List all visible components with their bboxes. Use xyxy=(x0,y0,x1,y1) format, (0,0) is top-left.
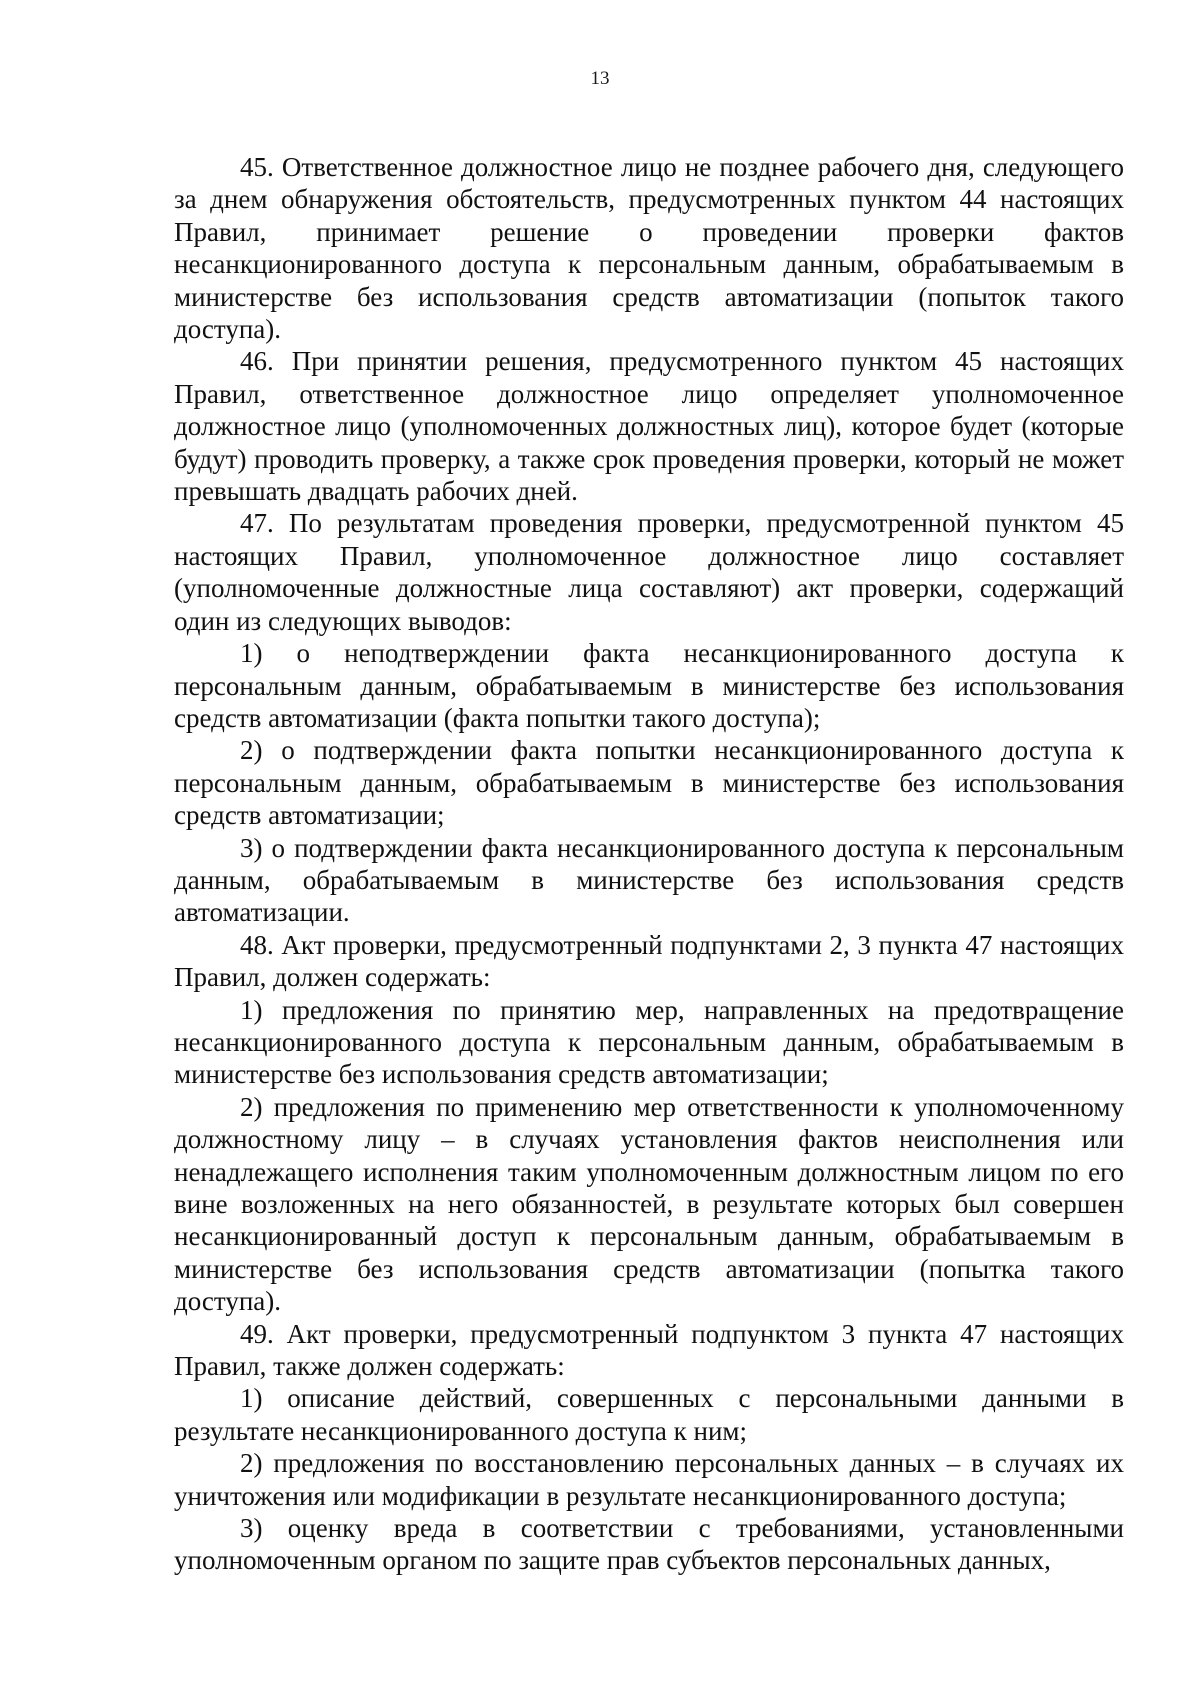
paragraph-45: 45. Ответственное должностное лицо не позднее рабочего дня, следующего за днем обнаружения обстоятельств, предусмотренных пунктом 44 настоящих Правил, принимает решение о проведении проверки фактов несанкционированного доступа к персональным данным, обрабатываемым в министерстве без использования средств автоматизации (попыток такого доступа). xyxy=(174,152,1124,345)
paragraph-49-item-3: 3) оценку вреда в соответствии с требованиями, установленными уполномоченным органом по защите прав субъектов персональных данных, xyxy=(174,1513,1124,1576)
paragraph-47-item-3: 3) о подтверждении факта несанкционированного доступа к персональным данным, обрабатываемым в министерстве без использования средств автоматизации. xyxy=(174,832,1124,928)
paragraph-49-item-1: 1) описание действий, совершенных с персональными данными в результате несанкционированного доступа к ним; xyxy=(174,1383,1124,1446)
paragraph-48: 48. Акт проверки, предусмотренный подпунктами 2, 3 пункта 47 настоящих Правил, должен содержать: xyxy=(174,929,1124,993)
paragraph-47-item-2: 2) о подтверждении факта попытки несанкционированного доступа к персональным данным, обрабатываемым в министерстве без использования средств автоматизации; xyxy=(174,735,1124,831)
paragraph-47: 47. По результатам проведения проверки, предусмотренной пунктом 45 настоящих Правил, уполномоченное должностное лицо составляет (уполномоченные должностные лица составляют) акт проверки, содержащий один из следующих выводов: xyxy=(174,508,1124,636)
paragraph-47-item-1: 1) о неподтверждении факта несанкционированного доступа к персональным данным, обрабатываемым в министерстве без использования средств автоматизации (факта попытки такого доступа); xyxy=(174,638,1124,733)
document-body xyxy=(174,151,1124,1577)
paragraph-49-item-2: 2) предложения по восстановлению персональных данных – в случаях их уничтожения или модификации в результате несанкционированного доступа; xyxy=(174,1448,1124,1511)
page-number: 13 xyxy=(590,68,610,89)
paragraph-48-item-2: 2) предложения по применению мер ответственности к уполномоченному должностному лицу – в случаях установления фактов неисполнения или ненадлежащего исполнения таким уполномоченным должностным лицом по его вине возложенных на него обязанностей, в результате которых был совершен несанкционированный доступ к персональным данным, обрабатываемым в министерстве без использования средств автоматизации (попытка такого доступа). xyxy=(174,1091,1124,1317)
paragraph-48-item-1: 1) предложения по принятию мер, направленных на предотвращение несанкционированного доступа к персональным данным, обрабатываемым в министерстве без использования средств автоматизации; xyxy=(174,994,1124,1090)
paragraph-49: 49. Акт проверки, предусмотренный подпунктом 3 пункта 47 настоящих Правил, также должен содержать: xyxy=(174,1318,1124,1382)
paragraph-46: 46. При принятии решения, предусмотренного пунктом 45 настоящих Правил, ответственное должностное лицо определяет уполномоченное должностное лицо (уполномоченных должностных лиц), которое будет (которые будут) проводить проверку, а также срок проведения проверки, который не может превышать двадцать рабочих дней. xyxy=(174,346,1124,507)
